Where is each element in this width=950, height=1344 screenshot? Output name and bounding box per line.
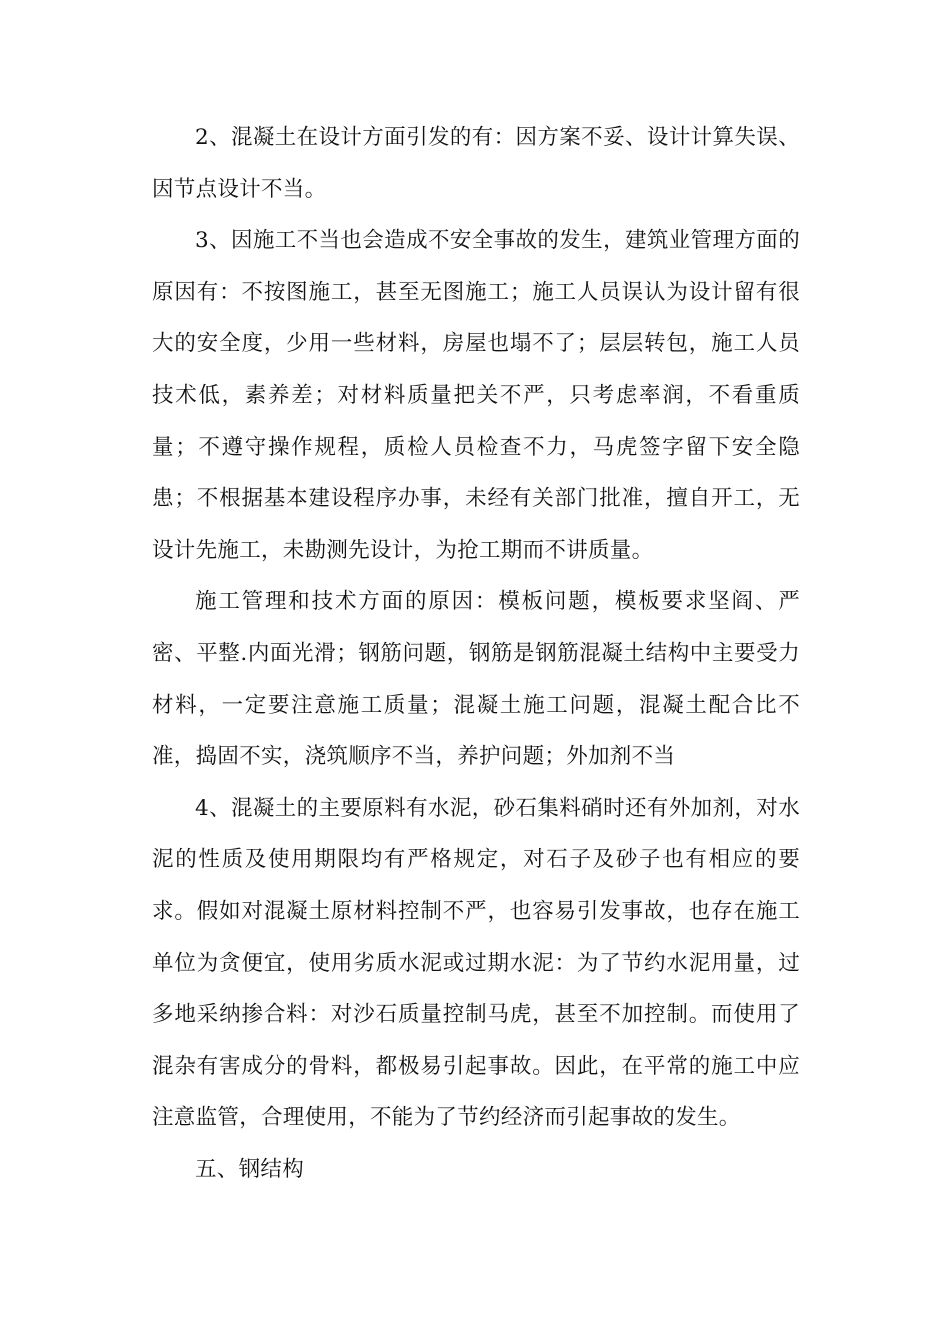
section-heading-steel-structure: 五、钢结构 [195,1156,305,1182]
paragraph-design-causes: 2、混凝土在设计方面引发的有：因方案不妥、设计计算失误、因节点设计不当。 [152,125,800,202]
document-page [152,112,800,1195]
paragraph-technical-causes: 施工管理和技术方面的原因：模板问题，模板要求坚阎、严密、平整.内面光滑；钢筋问题，钢筋是钢筋混凝土结构中主要受力材料，一定要注意施工质量；混凝土施工问题，混凝土配合比不准，捣固不实，浇筑顺序不当，养护问题；外加剂不当 [152,589,800,770]
paragraph-construction-management: 3、因施工不当也会造成不安全事故的发生，建筑业管理方面的原因有：不按图施工，甚至无图施工；施工人员误认为设计留有很大的安全度，少用一些材料，房屋也塌不了；层层转包，施工人员技术低，素养差；对材料质量把关不严，只考虑率润，不看重质量；不遵守操作规程，质检人员检查不力，马虎签字留下安全隐患；不根据基本建设程序办事，未经有关部门批准，擅自开工，无设计先施工，未勘测先设计，为抢工期而不讲质量。 [152,228,800,563]
paragraph-raw-materials: 4、混凝土的主要原料有水泥，砂石集料硝时还有外加剂，对水泥的性质及使用期限均有严格规定，对石子及砂子也有相应的要求。假如对混凝土原材料控制不严，也容易引发事故，也存在施工单位为贪便宜，使用劣质水泥或过期水泥：为了节约水泥用量，过多地采纳掺合料：对沙石质量控制马虎，甚至不加控制。而使用了混杂有害成分的骨料，都极易引起事故。因此，在平常的施工中应注意监管，合理使用，不能为了节约经济而引起事故的发生。 [152,795,800,1131]
